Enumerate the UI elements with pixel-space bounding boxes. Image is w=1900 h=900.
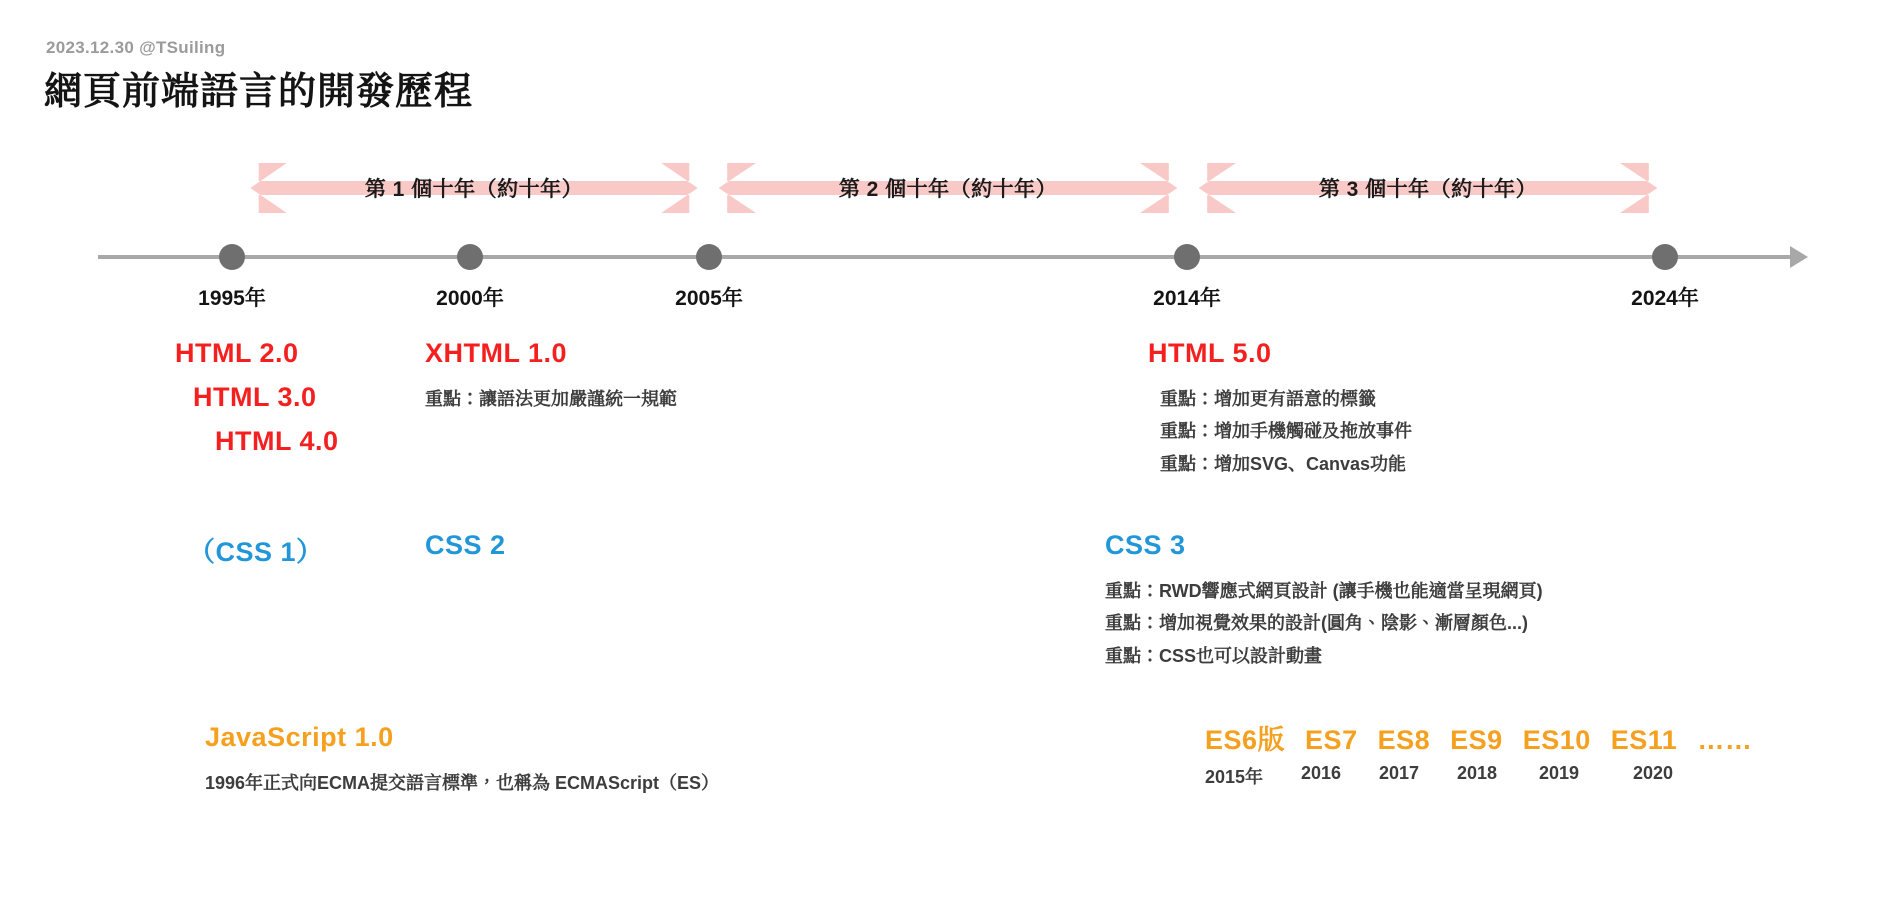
timeline-year-2024: 2024年 — [1631, 287, 1699, 310]
es-years-row — [1205, 763, 1772, 789]
decade-arrow-label: 第 1 個十年（約十年） — [364, 178, 584, 201]
css-1-label: （CSS 1） — [188, 537, 324, 567]
es-year-2018: 2018 — [1457, 763, 1498, 783]
es7-label: ES7 — [1305, 725, 1358, 755]
html-4-0-label: HTML 4.0 — [215, 426, 339, 456]
meta-line: 2023.12.30 @TSuiling — [46, 38, 226, 57]
timeline-node-2000 — [457, 244, 483, 270]
xhtml-1-0-note: 重點：讓語法更加嚴謹統一規範 — [425, 389, 677, 409]
css2-group — [425, 530, 506, 561]
xhtml-1-0-label: XHTML 1.0 — [425, 338, 568, 368]
html-1995-group — [175, 338, 339, 470]
page-title: 網頁前端語言的開發歷程 — [44, 71, 474, 113]
es-year-2016: 2016 — [1301, 763, 1342, 783]
timeline-node-2024 — [1652, 244, 1678, 270]
es8-label: ES8 — [1377, 725, 1431, 755]
decade-arrow-3 — [1188, 163, 1668, 213]
es-versions-group — [1205, 718, 1772, 789]
css-3-note-2: 重點：增加視覺效果的設計(圓角、陰影、漸層顏色...) — [1105, 613, 1528, 634]
html-5-0-note-1: 重點：增加更有語意的標籤 — [1160, 389, 1376, 409]
timeline-year-2005: 2005年 — [675, 287, 743, 310]
timeline-arrow-icon — [1790, 246, 1808, 268]
es-year-2019: 2019 — [1539, 763, 1580, 783]
css-3-note-3: 重點：CSS也可以設計動畫 — [1105, 645, 1323, 666]
html-5-0-label: HTML 5.0 — [1148, 338, 1272, 368]
decade-arrow-1 — [240, 163, 708, 213]
es-more-label: …… — [1697, 725, 1753, 755]
css1-group — [188, 530, 324, 569]
javascript-group — [205, 722, 719, 799]
css-3-note-1: 重點：RWD響應式網頁設計 (讓手機也能適當呈現網頁) — [1105, 581, 1543, 601]
html-5-0-note-3: 重點：增加SVG、Canvas功能 — [1160, 453, 1407, 474]
javascript-1-0-label: JavaScript 1.0 — [205, 722, 394, 752]
timeline-node-2014 — [1174, 244, 1200, 270]
timeline-year-1995: 1995年 — [198, 287, 266, 310]
timeline-node-2005 — [696, 244, 722, 270]
timeline-year-2014: 2014年 — [1153, 287, 1221, 310]
es-versions-row — [1205, 718, 1772, 757]
html5-2014-group — [1148, 338, 1412, 480]
es6-label: ES6版 — [1205, 725, 1286, 755]
es-year-2020: 2020 — [1633, 763, 1674, 783]
timeline-year-2000: 2000年 — [436, 287, 504, 310]
es-year-2015: 2015年 — [1205, 767, 1264, 787]
es11-label: ES11 — [1610, 725, 1678, 755]
html-3-0-label: HTML 3.0 — [193, 382, 317, 412]
es9-label: ES9 — [1450, 725, 1503, 755]
html-5-0-note-2: 重點：增加手機觸碰及拖放事件 — [1160, 421, 1412, 442]
es-year-2017: 2017 — [1379, 763, 1420, 783]
es10-label: ES10 — [1522, 725, 1591, 755]
html-2-0-label: HTML 2.0 — [175, 338, 299, 368]
timeline-node-1995 — [219, 244, 245, 270]
decade-arrow-label: 第 2 個十年（約十年） — [838, 178, 1058, 201]
timeline-axis — [98, 255, 1798, 259]
decade-arrow-2 — [708, 163, 1188, 213]
xhtml-2000-group — [425, 338, 677, 415]
javascript-ecma-note: 1996年正式向ECMA提交語言標準，也稱為 ECMAScript（ES） — [205, 773, 720, 793]
css3-group — [1105, 530, 1543, 672]
css-3-label: CSS 3 — [1105, 530, 1186, 560]
css-2-label: CSS 2 — [425, 530, 506, 560]
decade-arrow-label: 第 3 個十年（約十年） — [1318, 178, 1538, 201]
